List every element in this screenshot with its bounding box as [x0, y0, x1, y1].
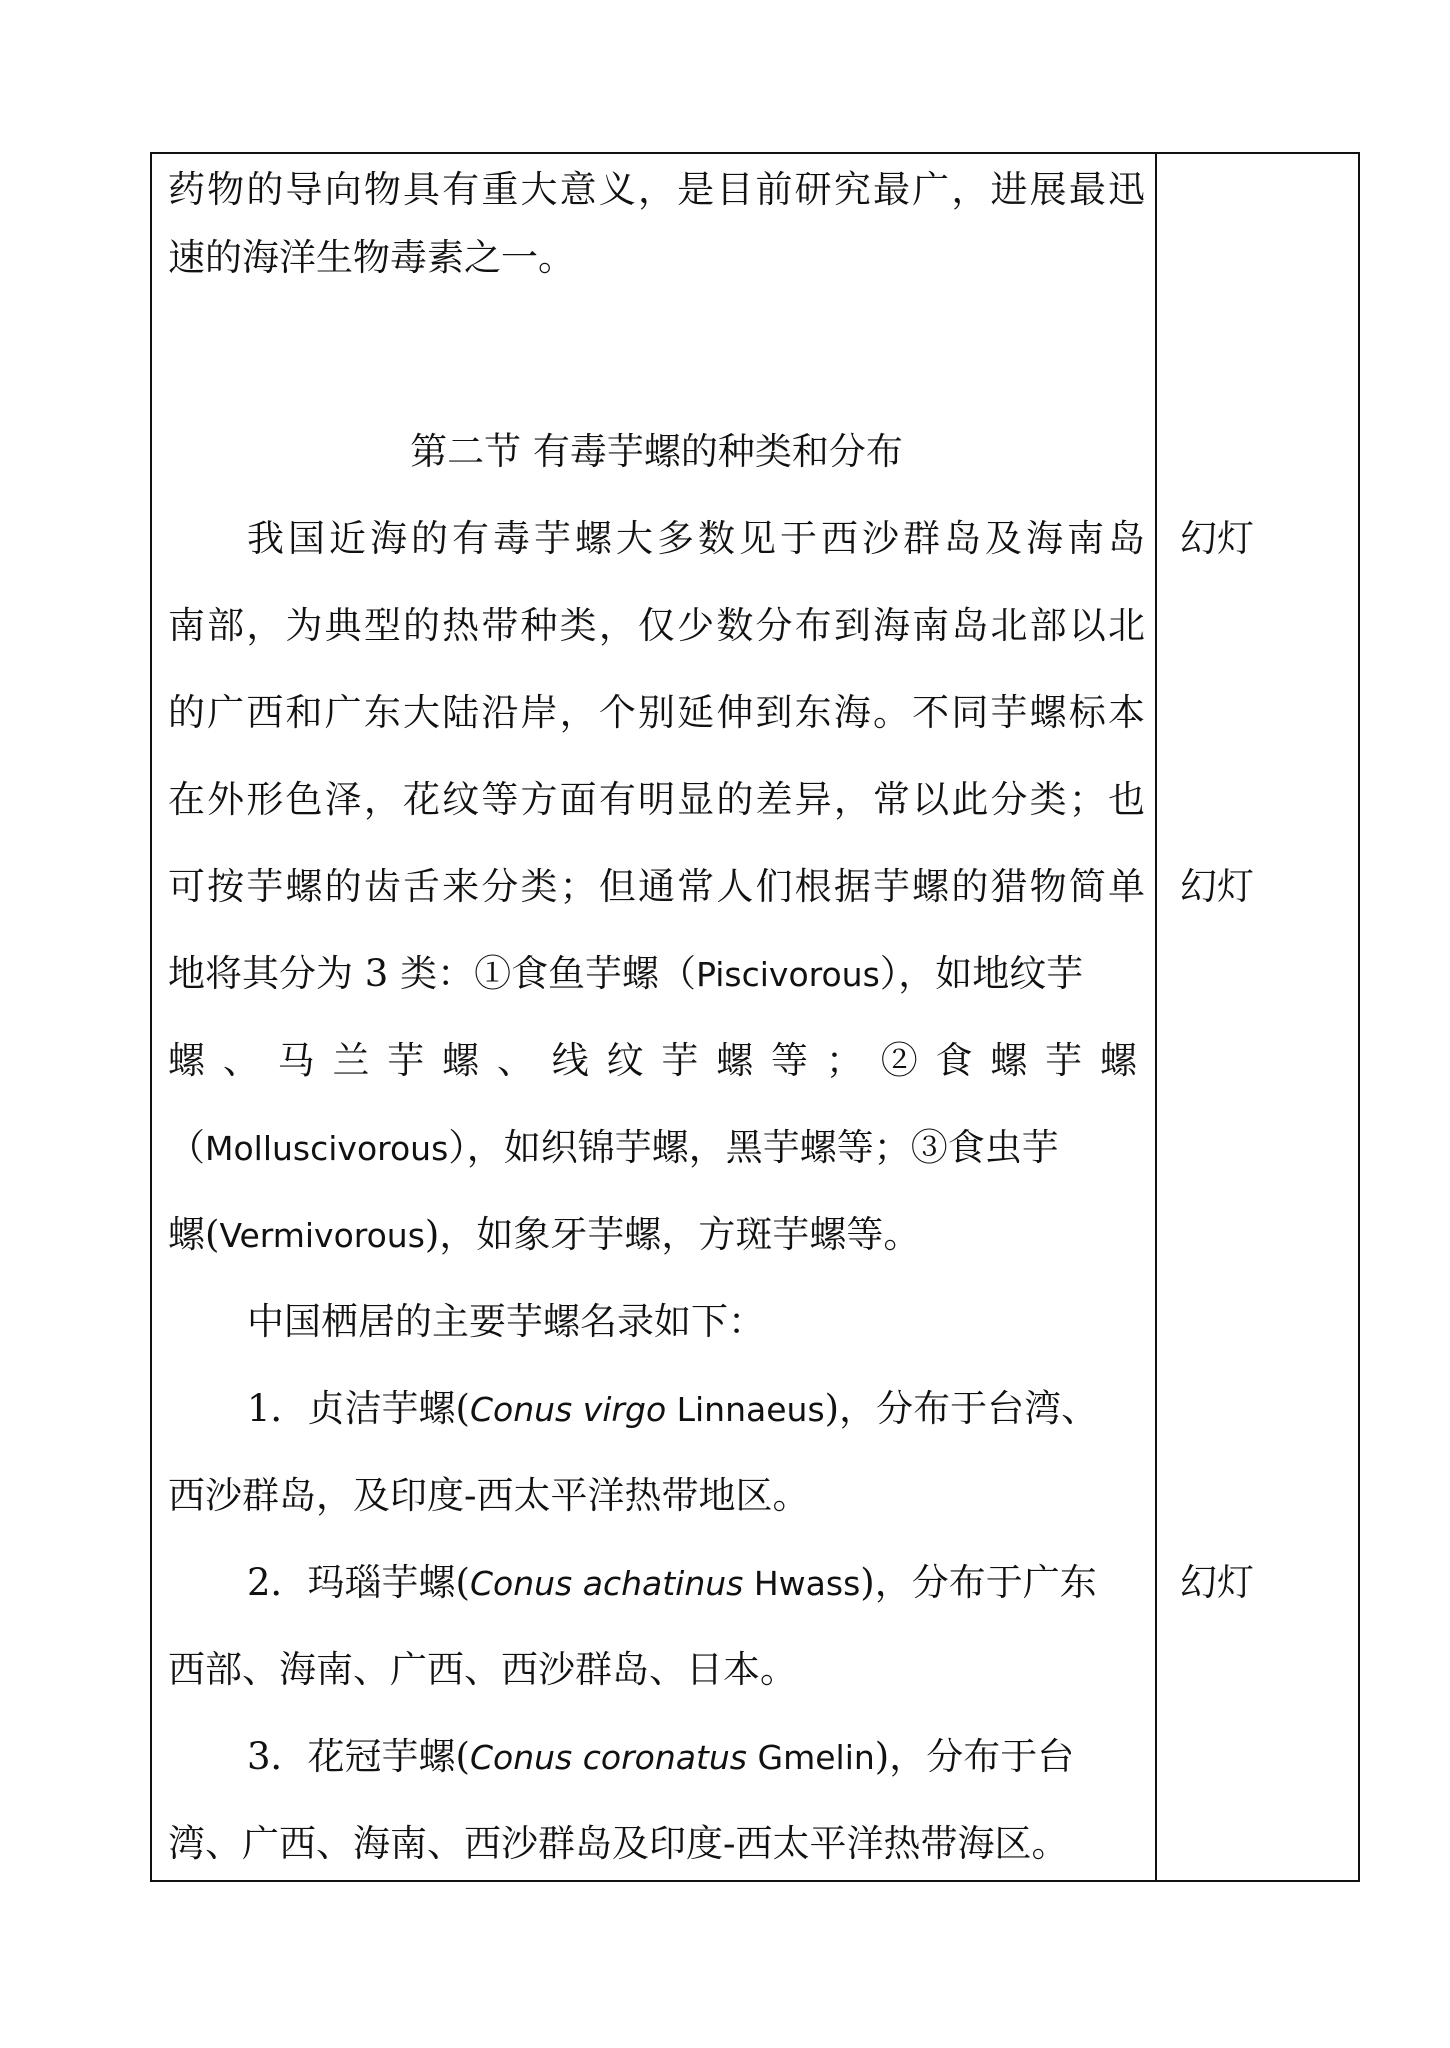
text-span: 1．贞洁芋螺( [247, 1387, 470, 1430]
text-line: 螺、马兰芋螺、线纹芋螺等；②食螺芋螺 [168, 1039, 1145, 1082]
text-line: 南部，为典型的热带种类，仅少数分布到海南岛北部以北 [168, 604, 1145, 647]
text-line: 西沙群岛，及印度-西太平洋热带地区。 [168, 1474, 810, 1517]
slide-note: 幻灯 [1180, 517, 1254, 560]
text-line [168, 1118, 1059, 1178]
latin-term: Piscivorous [696, 955, 880, 994]
text-line [168, 1205, 920, 1265]
latin-term: Vermivorous [219, 1216, 425, 1255]
text-span: ），如织锦芋螺，黑芋螺等；③食虫芋 [448, 1126, 1059, 1169]
list-item [247, 1727, 1074, 1787]
table-border [150, 152, 1360, 1882]
text-line [168, 944, 1083, 1004]
list-item [247, 1379, 1098, 1439]
latin-term: Molluscivorous [205, 1129, 449, 1168]
author-name: Hwass [743, 1564, 861, 1603]
text-span: 2．玛瑙芋螺( [247, 1561, 470, 1604]
text-line: 中国栖居的主要芋螺名录如下： [247, 1300, 765, 1343]
text-span: )，分布于台 [874, 1735, 1075, 1778]
text-span: 地将其分为 3 类：①食鱼芋螺（ [168, 952, 697, 995]
text-span: )，分布于广东 [860, 1561, 1097, 1604]
text-line: 西部、海南、广西、西沙群岛、日本。 [168, 1648, 797, 1691]
species-name: Conus coronatus [469, 1738, 748, 1777]
text-span: )，如象牙芋螺，方斑芋螺等。 [424, 1213, 921, 1256]
text-line: 的广西和广东大陆沿岸，个别延伸到东海。不同芋螺标本 [168, 691, 1145, 734]
text-span: （ [168, 1126, 205, 1169]
text-line: 我国近海的有毒芋螺大多数见于西沙群岛及海南岛 [247, 517, 1145, 560]
author-name: Gmelin [747, 1738, 875, 1777]
section-title: 第二节 有毒芋螺的种类和分布 [410, 430, 903, 473]
text-line: 药物的导向物具有重大意义，是目前研究最广，进展最迅 [168, 168, 1145, 211]
species-name: Conus virgo [469, 1390, 667, 1429]
text-line: 速的海洋生物毒素之一。 [168, 236, 575, 279]
author-name: Linnaeus [666, 1390, 825, 1429]
text-span: ），如地纹芋 [879, 952, 1084, 995]
column-divider [1155, 152, 1157, 1882]
species-name: Conus achatinus [469, 1564, 744, 1603]
text-line: 湾、广西、海南、西沙群岛及印度-西太平洋热带海区。 [168, 1822, 1069, 1865]
text-span: 3．花冠芋螺( [247, 1735, 470, 1778]
slide-note: 幻灯 [1180, 865, 1254, 908]
text-line: 可按芋螺的齿舌来分类；但通常人们根据芋螺的猎物简单 [168, 865, 1145, 908]
list-item [247, 1553, 1097, 1613]
text-span: )，分布于台湾、 [824, 1387, 1099, 1430]
slide-note: 幻灯 [1180, 1561, 1254, 1604]
text-span: 螺( [168, 1213, 220, 1256]
text-line: 在外形色泽，花纹等方面有明显的差异，常以此分类；也 [168, 778, 1145, 821]
